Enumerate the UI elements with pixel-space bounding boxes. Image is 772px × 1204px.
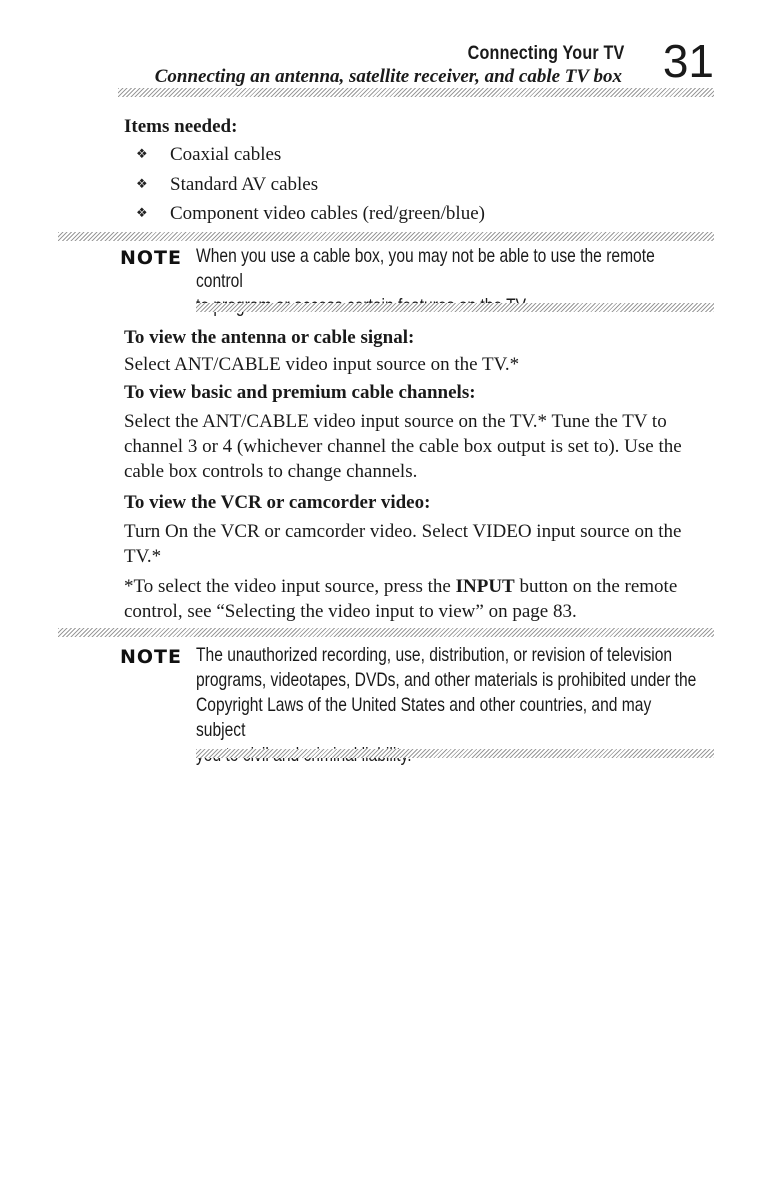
- diamond-bullet-icon: ❖: [136, 176, 148, 191]
- paragraph: [124, 519, 681, 569]
- footnote-line: [124, 574, 677, 599]
- paragraph-line: channel 3 or 4 (whichever channel the cable box output is set to). Use the: [124, 436, 682, 457]
- note-divider: [196, 303, 714, 312]
- note-line: Copyright Laws of the United States and other countries, and may subject: [196, 694, 652, 741]
- note-divider: [58, 232, 714, 241]
- footnote: [124, 574, 677, 624]
- note-line: The unauthorized recording, use, distribution, or revision of television: [196, 644, 673, 666]
- note-divider: [58, 628, 714, 637]
- section-heading: To view the VCR or camcorder video:: [124, 492, 431, 513]
- paragraph-line: cable box controls to change channels.: [124, 461, 418, 482]
- section-title: Connecting an antenna, satellite receiver, and cable TV box: [154, 66, 622, 87]
- chapter-title: Connecting Your TV: [467, 43, 624, 64]
- diamond-bullet-icon: ❖: [136, 205, 148, 220]
- section-heading: To view basic and premium cable channels:: [124, 382, 476, 403]
- note-divider: [196, 749, 714, 758]
- paragraph: [124, 352, 519, 377]
- paragraph-line: Select the ANT/CABLE video input source on the TV.* Tune the TV to: [124, 411, 667, 432]
- paragraph: [124, 409, 682, 484]
- input-button-label: INPUT: [455, 576, 515, 597]
- bullet-text: Coaxial cables: [170, 144, 282, 165]
- note-line: programs, videotapes, DVDs, and other materials is prohibited under the: [196, 669, 697, 691]
- note-line: When you use a cable box, you may not be able to use the remote control: [196, 245, 655, 292]
- header-divider: [118, 88, 714, 97]
- paragraph-line: Turn On the VCR or camcorder video. Select VIDEO input source on the: [124, 521, 682, 542]
- footnote-text: button on the remote: [514, 576, 678, 597]
- diamond-bullet-icon: ❖: [136, 146, 148, 161]
- items-needed-heading: Items needed:: [124, 116, 238, 137]
- note-label: NOTE: [120, 247, 182, 269]
- paragraph-line: Select ANT/CABLE video input source on the TV.*: [124, 354, 520, 375]
- list-item: [136, 174, 318, 196]
- section-heading: To view the antenna or cable signal:: [124, 327, 415, 348]
- paragraph-line: TV.*: [124, 546, 162, 567]
- bullet-text: Standard AV cables: [170, 174, 319, 195]
- page-number: 31: [662, 35, 714, 87]
- note-label: NOTE: [120, 646, 182, 668]
- list-item: [136, 203, 485, 225]
- footnote-text: *To select the video input source, press the: [124, 576, 456, 597]
- bullet-text: Component video cables (red/green/blue): [170, 203, 485, 224]
- list-item: [136, 144, 281, 166]
- footnote-line: control, see “Selecting the video input to view” on page 83.: [124, 601, 577, 622]
